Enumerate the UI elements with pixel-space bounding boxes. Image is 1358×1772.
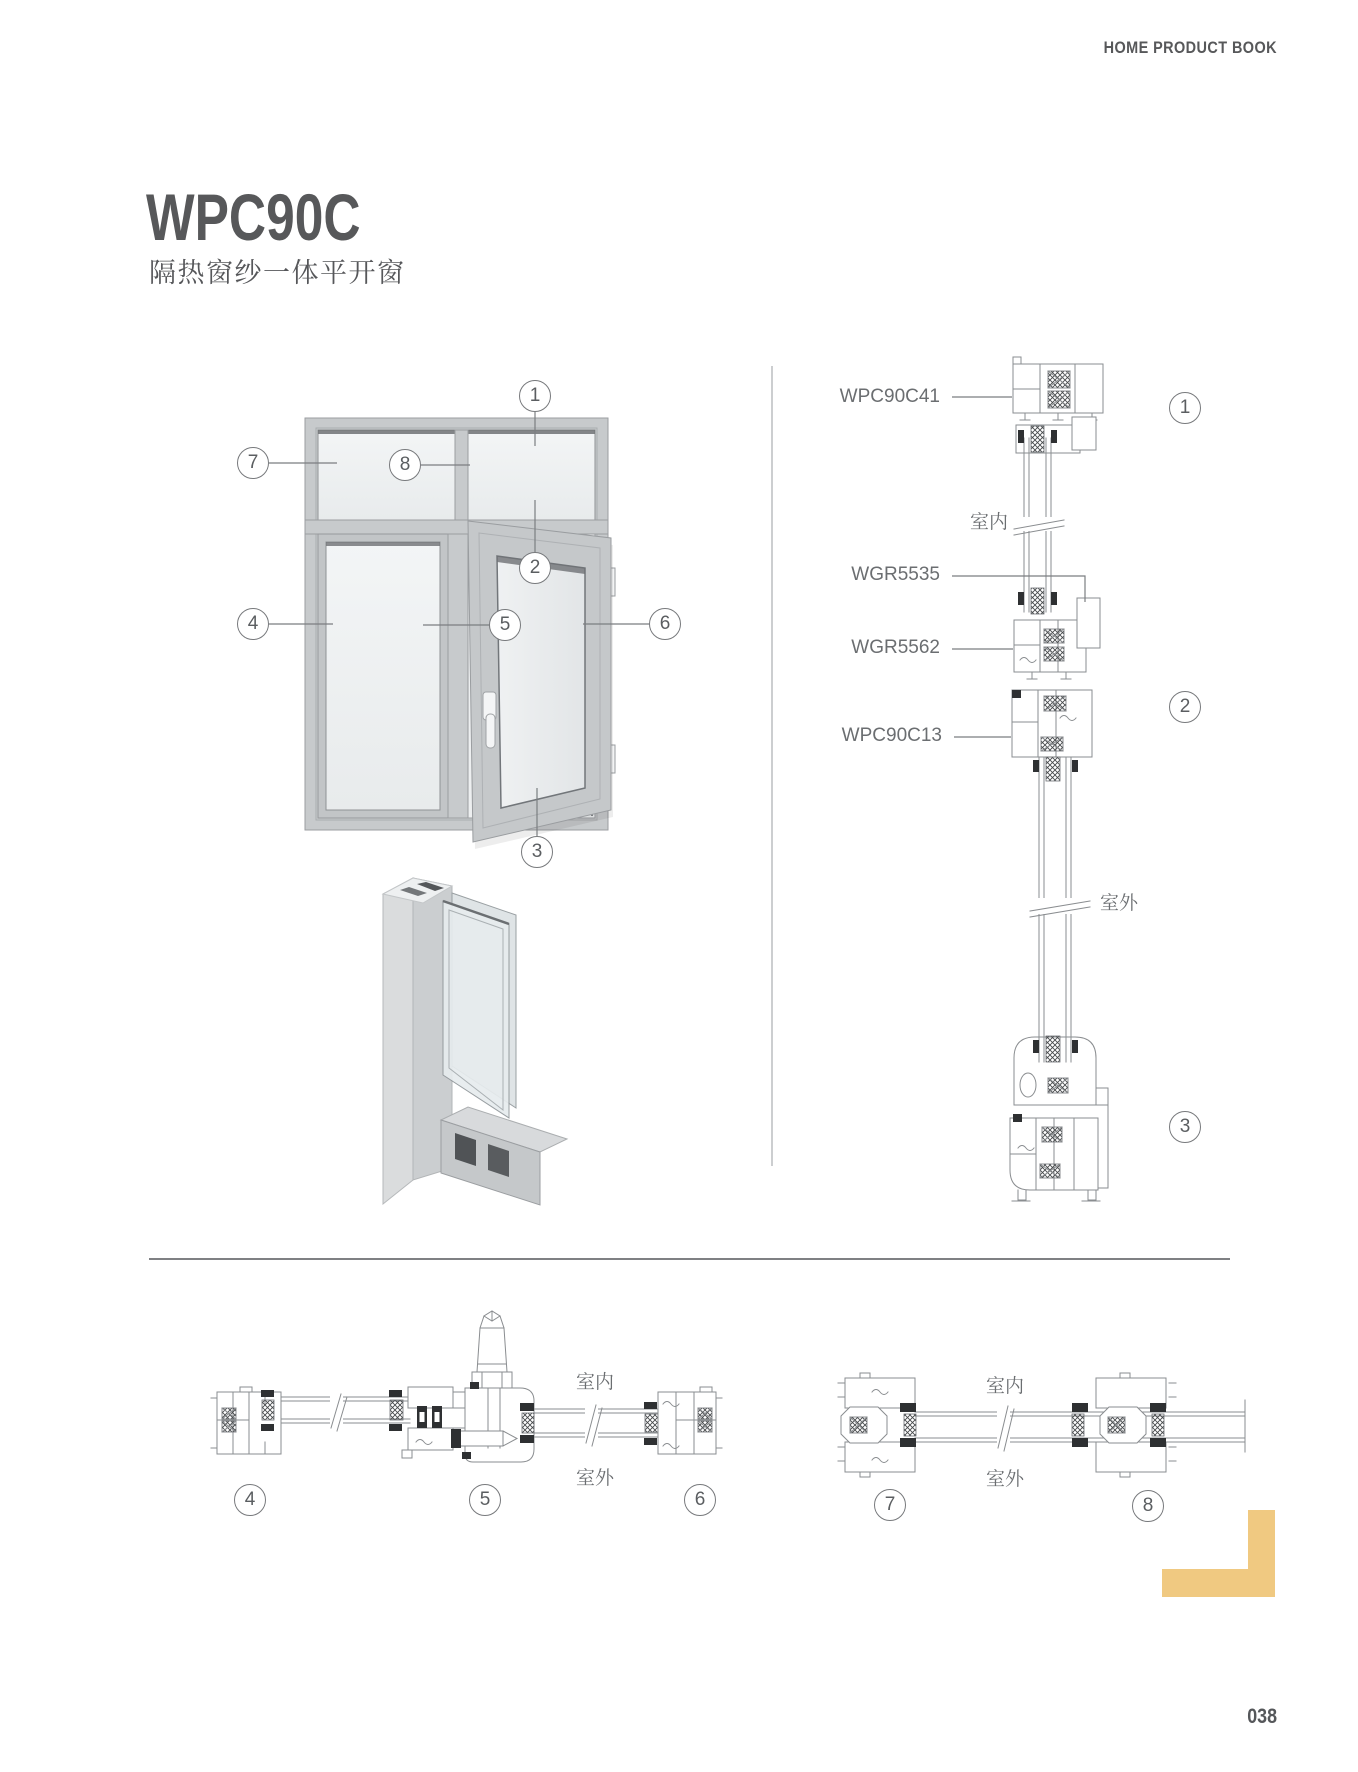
- gold-corner-horizontal-bar: [1162, 1569, 1275, 1597]
- callout-elevation-2: 2: [519, 552, 551, 584]
- page-title: WPC90C: [146, 180, 361, 254]
- label-outdoor-plan-right: 室外: [985, 1468, 1024, 1490]
- page-number: 038: [1247, 1705, 1277, 1728]
- callout-elevation-8: 8: [389, 449, 421, 481]
- label-indoor-vertical: 室内: [969, 511, 1008, 533]
- callout-section-1: 1: [1169, 392, 1201, 424]
- page-subtitle: 隔热窗纱一体平开窗: [149, 258, 406, 289]
- callout-plan-4: 4: [234, 1484, 266, 1516]
- label-indoor-plan-right: 室内: [985, 1375, 1024, 1397]
- window-elevation-drawing: [269, 412, 649, 849]
- label-profile-screen-track: WGR5562: [851, 637, 940, 658]
- callout-elevation-1: 1: [519, 380, 551, 412]
- label-indoor-plan-left: 室内: [575, 1371, 614, 1393]
- callout-elevation-7: 7: [237, 447, 269, 479]
- label-profile-sash-bottom: WGR5535: [851, 564, 940, 585]
- callout-plan-8: 8: [1132, 1490, 1164, 1522]
- callout-plan-5: 5: [469, 1484, 501, 1516]
- callout-elevation-4: 4: [237, 608, 269, 640]
- callout-elevation-3: 3: [521, 836, 553, 868]
- label-profile-head: WPC90C41: [839, 386, 940, 407]
- label-outdoor-plan-left: 室外: [575, 1467, 614, 1489]
- label-profile-transom: WPC90C13: [841, 725, 942, 746]
- callout-plan-7: 7: [874, 1489, 906, 1521]
- callout-elevation-5: 5: [489, 609, 521, 641]
- callout-plan-6: 6: [684, 1484, 716, 1516]
- vertical-section-drawing: [952, 357, 1108, 1201]
- plan-section-left-drawing: [211, 1311, 722, 1462]
- book-title: HOME PRODUCT BOOK: [1103, 38, 1277, 57]
- callout-elevation-6: 6: [649, 608, 681, 640]
- corner-profile-render: [383, 878, 567, 1218]
- callout-section-3: 3: [1169, 1111, 1201, 1143]
- label-outdoor-vertical: 室外: [1100, 892, 1139, 914]
- callout-section-2: 2: [1169, 691, 1201, 723]
